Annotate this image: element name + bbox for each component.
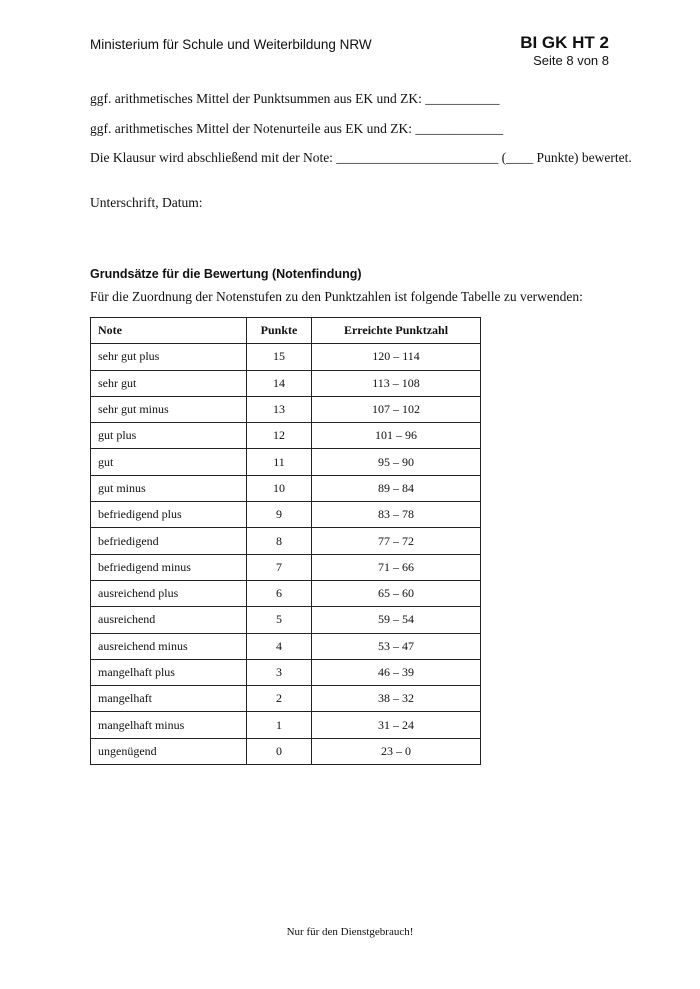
table-row: [91, 712, 481, 738]
points-cell: 9: [247, 502, 312, 528]
table-row: [91, 344, 481, 370]
grade-cell: ungenügend: [91, 738, 247, 764]
header-punktzahl: Erreichte Punktzahl: [312, 318, 481, 344]
score-range-cell: 71 – 66: [312, 554, 481, 580]
points-cell: 15: [247, 344, 312, 370]
score-range-cell: 95 – 90: [312, 449, 481, 475]
table-row: [91, 607, 481, 633]
score-range-cell: 120 – 114: [312, 344, 481, 370]
points-cell: 10: [247, 475, 312, 501]
points-cell: 14: [247, 370, 312, 396]
table-row: [91, 475, 481, 501]
grade-cell: gut: [91, 449, 247, 475]
score-range-cell: 77 – 72: [312, 528, 481, 554]
grade-cell: sehr gut plus: [91, 344, 247, 370]
grade-cell: sehr gut minus: [91, 396, 247, 422]
points-cell: 4: [247, 633, 312, 659]
points-cell: 2: [247, 686, 312, 712]
grade-cell: befriedigend plus: [91, 502, 247, 528]
exam-code: BI GK HT 2: [520, 33, 609, 52]
page-number: Seite 8 von 8: [533, 53, 609, 68]
mean-points-line: ggf. arithmetisches Mittel der Punktsummen aus EK und ZK: ___________: [90, 91, 500, 106]
ministry-name: Ministerium für Schule und Weiterbildung NRW: [90, 37, 372, 52]
table-row: [91, 633, 481, 659]
points-cell: 6: [247, 580, 312, 606]
table-row: [91, 580, 481, 606]
table-header-row: [91, 318, 481, 344]
grade-cell: befriedigend: [91, 528, 247, 554]
points-cell: 3: [247, 659, 312, 685]
signature-date-line: Unterschrift, Datum:: [90, 195, 203, 210]
grade-table-body: [91, 344, 481, 765]
table-row: [91, 738, 481, 764]
section-title: Grundsätze für die Bewertung (Notenfindung): [90, 267, 362, 281]
points-cell: 1: [247, 712, 312, 738]
grade-cell: sehr gut: [91, 370, 247, 396]
score-range-cell: 38 – 32: [312, 686, 481, 712]
points-cell: 7: [247, 554, 312, 580]
document-header: [520, 33, 609, 69]
table-row: [91, 554, 481, 580]
grade-cell: ausreichend plus: [91, 580, 247, 606]
grade-table: [90, 317, 481, 765]
score-range-cell: 113 – 108: [312, 370, 481, 396]
grade-cell: mangelhaft minus: [91, 712, 247, 738]
score-range-cell: 89 – 84: [312, 475, 481, 501]
score-range-cell: 107 – 102: [312, 396, 481, 422]
table-row: [91, 396, 481, 422]
table-row: [91, 423, 481, 449]
score-range-cell: 101 – 96: [312, 423, 481, 449]
header-note: Note: [91, 318, 247, 344]
table-row: [91, 502, 481, 528]
points-cell: 0: [247, 738, 312, 764]
score-range-cell: 23 – 0: [312, 738, 481, 764]
grade-cell: ausreichend minus: [91, 633, 247, 659]
footer-note: Nur für den Dienstgebrauch!: [286, 926, 414, 938]
grade-cell: mangelhaft plus: [91, 659, 247, 685]
score-range-cell: 31 – 24: [312, 712, 481, 738]
points-cell: 5: [247, 607, 312, 633]
grade-cell: gut minus: [91, 475, 247, 501]
mean-grades-line: ggf. arithmetisches Mittel der Notenurteile aus EK und ZK: _____________: [90, 121, 504, 136]
grade-cell: ausreichend: [91, 607, 247, 633]
grade-cell: befriedigend minus: [91, 554, 247, 580]
table-row: [91, 659, 481, 685]
score-range-cell: 65 – 60: [312, 580, 481, 606]
points-cell: 8: [247, 528, 312, 554]
table-row: [91, 449, 481, 475]
grade-cell: gut plus: [91, 423, 247, 449]
points-cell: 13: [247, 396, 312, 422]
section-intro: Für die Zuordnung der Notenstufen zu den Punktzahlen ist folgende Tabelle zu verwenden:: [90, 289, 583, 304]
grade-cell: mangelhaft: [91, 686, 247, 712]
table-row: [91, 686, 481, 712]
points-cell: 11: [247, 449, 312, 475]
score-range-cell: 83 – 78: [312, 502, 481, 528]
table-row: [91, 528, 481, 554]
points-cell: 12: [247, 423, 312, 449]
header-punkte: Punkte: [247, 318, 312, 344]
final-grade-line: Die Klausur wird abschließend mit der Note: ________________________ (____ Punkte) bewertet.: [90, 150, 632, 165]
score-range-cell: 53 – 47: [312, 633, 481, 659]
score-range-cell: 46 – 39: [312, 659, 481, 685]
table-row: [91, 370, 481, 396]
score-range-cell: 59 – 54: [312, 607, 481, 633]
